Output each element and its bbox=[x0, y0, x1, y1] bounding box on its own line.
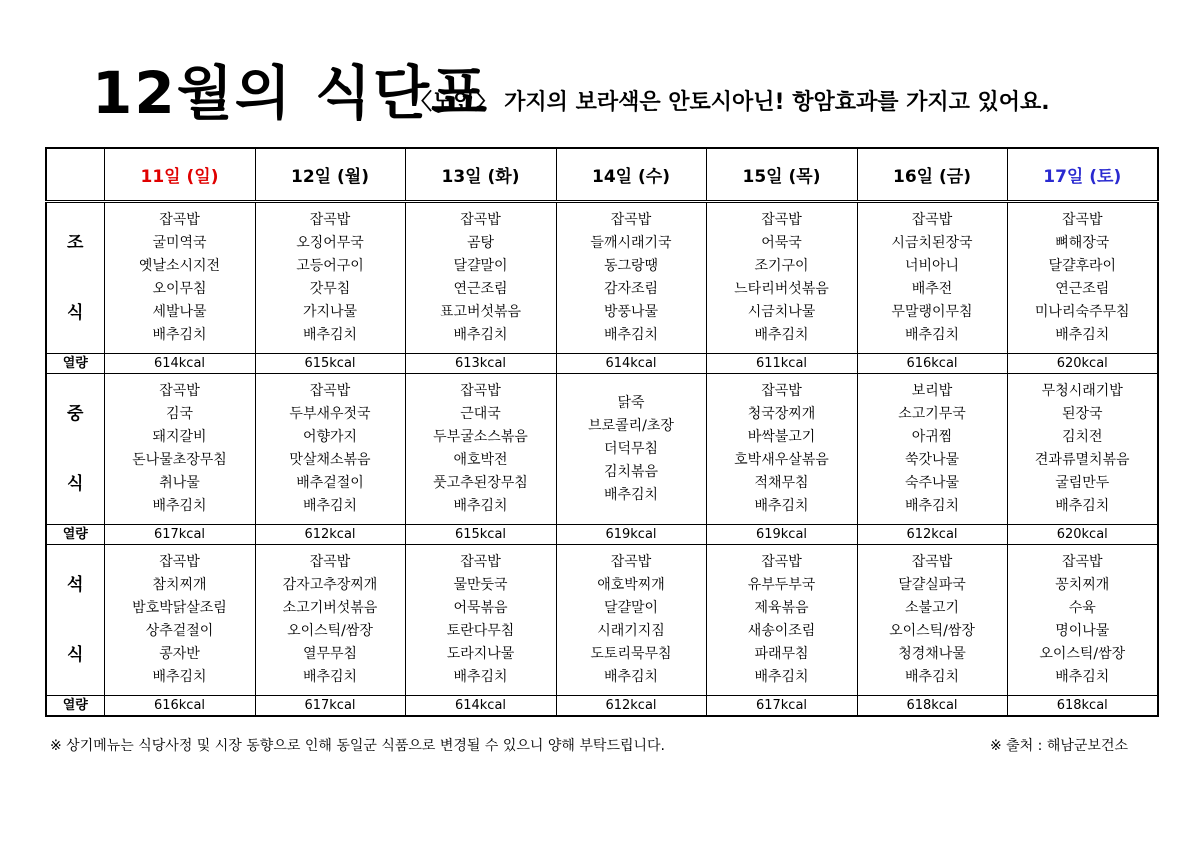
dish-item: 취나물 bbox=[159, 475, 200, 491]
dish-item: 물만둣국 bbox=[453, 577, 508, 593]
dish-item: 굴림만두 bbox=[1055, 475, 1110, 491]
dish-item: 잡곡밥 bbox=[460, 383, 501, 399]
menu-cell bbox=[556, 374, 706, 525]
dish-item: 배추김치 bbox=[1055, 498, 1110, 514]
dish-item: 된장국 bbox=[1061, 406, 1103, 422]
dish-item: 배추김치 bbox=[152, 327, 207, 343]
menu-cell bbox=[706, 374, 857, 525]
meal-label bbox=[46, 374, 104, 525]
dish-item: 꽁치찌개 bbox=[1055, 577, 1110, 593]
dish-item: 잡곡밥 bbox=[761, 554, 802, 570]
dish-item: 콩자반 bbox=[159, 646, 200, 662]
menu-cell bbox=[1007, 545, 1158, 696]
menu-cell bbox=[857, 374, 1007, 525]
kcal-value: 613kcal bbox=[405, 354, 556, 374]
menu-cell bbox=[556, 202, 706, 354]
dish-item: 잡곡밥 bbox=[911, 212, 953, 228]
day-header: 11일 (일) bbox=[104, 148, 255, 202]
dish-item: 배추김치 bbox=[152, 498, 207, 514]
dish-item: 갓무침 bbox=[309, 281, 351, 297]
kcal-value: 617kcal bbox=[104, 525, 255, 545]
dish-item: 배추김치 bbox=[453, 327, 508, 343]
day-header: 15일 (목) bbox=[706, 148, 857, 202]
dish-item: 도토리묵무침 bbox=[590, 646, 672, 662]
dish-item: 두부새우젓국 bbox=[289, 406, 371, 422]
day-header: 13일 (화) bbox=[405, 148, 556, 202]
dish-item: 견과류멸치볶음 bbox=[1034, 452, 1130, 468]
dish-item: 돼지갈비 bbox=[152, 429, 207, 445]
dish-item: 배추김치 bbox=[302, 327, 358, 343]
dish-item: 시래기지짐 bbox=[597, 623, 665, 639]
meal-label-top: 석 bbox=[67, 575, 84, 595]
dish-item: 옛날소시지전 bbox=[138, 258, 221, 274]
day-header-row bbox=[46, 148, 1158, 202]
kcal-value: 614kcal bbox=[556, 354, 706, 374]
title-row bbox=[92, 58, 1172, 128]
dish-item: 잡곡밥 bbox=[610, 554, 652, 570]
menu-cell bbox=[556, 545, 706, 696]
dish-item: 미나리숙주무침 bbox=[1034, 304, 1130, 320]
dish-item: 김국 bbox=[165, 406, 194, 422]
dish-item: 잡곡밥 bbox=[159, 212, 200, 228]
dish-item: 배추김치 bbox=[453, 669, 508, 685]
dish-item: 배추김치 bbox=[1055, 327, 1110, 343]
dish-item: 맛살채소볶음 bbox=[289, 452, 371, 468]
kcal-value: 612kcal bbox=[857, 525, 1007, 545]
dish-item: 감자고추장찌개 bbox=[282, 577, 378, 593]
dish-item: 잡곡밥 bbox=[1061, 554, 1103, 570]
meal-label-bottom: 식 bbox=[67, 474, 84, 494]
dish-item: 애호박찌개 bbox=[597, 577, 665, 593]
dish-item: 잡곡밥 bbox=[309, 383, 351, 399]
dish-item: 수육 bbox=[1068, 600, 1096, 616]
kcal-value: 614kcal bbox=[104, 354, 255, 374]
dish-item: 호박새우살볶음 bbox=[734, 452, 829, 468]
dish-item: 쑥갓나물 bbox=[904, 452, 960, 468]
day-header: 12일 (월) bbox=[255, 148, 405, 202]
kcal-value: 616kcal bbox=[857, 354, 1007, 374]
meal-label bbox=[46, 202, 104, 354]
dish-item: 소불고기 bbox=[904, 600, 960, 616]
dish-item: 동그랑땡 bbox=[603, 258, 659, 274]
dish-item: 세발나물 bbox=[152, 304, 207, 320]
meal-row bbox=[46, 374, 1158, 525]
dish-item: 풋고추된장무침 bbox=[433, 475, 528, 491]
meal-label-top: 중 bbox=[67, 404, 84, 424]
dish-item: 김치전 bbox=[1061, 429, 1103, 445]
dish-item: 배추김치 bbox=[904, 669, 960, 685]
dish-item: 방풍나물 bbox=[603, 304, 659, 320]
day-header: 16일 (금) bbox=[857, 148, 1007, 202]
kcal-value: 615kcal bbox=[255, 354, 405, 374]
page-subtitle: 〈노인〉 가지의 보라색은 안토시아닌! 항암효과를 가지고 있어요. bbox=[410, 90, 1050, 115]
kcal-value: 618kcal bbox=[857, 696, 1007, 717]
kcal-label: 열량 bbox=[46, 525, 104, 545]
dish-item: 숙주나물 bbox=[904, 475, 960, 491]
dish-item: 애호박전 bbox=[453, 452, 508, 468]
dish-item: 닭죽 bbox=[617, 394, 645, 411]
dish-item: 시금치된장국 bbox=[891, 235, 973, 251]
kcal-value: 617kcal bbox=[255, 696, 405, 717]
dish-item: 청국장찌개 bbox=[747, 406, 816, 422]
dish-item: 연근조림 bbox=[1055, 281, 1110, 297]
meal-label-bottom: 식 bbox=[67, 645, 84, 665]
dish-item: 잡곡밥 bbox=[761, 383, 802, 399]
dish-item: 상추겉절이 bbox=[145, 623, 214, 639]
kcal-label: 열량 bbox=[46, 354, 104, 374]
menu-cell bbox=[104, 202, 255, 354]
dish-item: 조기구이 bbox=[754, 258, 809, 274]
kcal-value: 614kcal bbox=[405, 696, 556, 717]
dish-item: 시금치나물 bbox=[747, 304, 816, 320]
dish-item: 오징어무국 bbox=[296, 235, 364, 251]
dish-item: 적채무침 bbox=[754, 475, 809, 491]
dish-item: 잡곡밥 bbox=[460, 212, 501, 228]
dish-item: 잡곡밥 bbox=[460, 554, 501, 570]
dish-item: 잡곡밥 bbox=[309, 212, 351, 228]
dish-item: 근대국 bbox=[460, 406, 501, 422]
corner-cell bbox=[46, 148, 104, 202]
dish-item: 잡곡밥 bbox=[1061, 212, 1103, 228]
menu-cell bbox=[255, 545, 405, 696]
footer-note: ※ 상기메뉴는 식당사정 및 시장 동향으로 인해 동일군 식품으로 변경될 수 있으니 양해 부탁드립니다. bbox=[50, 738, 665, 754]
dish-item: 곰탕 bbox=[466, 235, 495, 251]
dish-item: 보리밥 bbox=[911, 383, 953, 399]
kcal-value: 618kcal bbox=[1007, 696, 1158, 717]
dish-item: 참치찌개 bbox=[152, 577, 207, 593]
dish-item: 오이무침 bbox=[152, 281, 207, 297]
dish-item: 돈나물초장무침 bbox=[132, 452, 227, 468]
menu-cell bbox=[104, 545, 255, 696]
dish-item: 들깨시래기국 bbox=[590, 235, 672, 251]
dish-item: 브로콜리/초장 bbox=[588, 417, 674, 434]
menu-cell bbox=[255, 374, 405, 525]
dish-item: 잡곡밥 bbox=[159, 383, 200, 399]
menu-cell bbox=[857, 545, 1007, 696]
dish-item: 배추김치 bbox=[904, 498, 960, 514]
meal-row bbox=[46, 545, 1158, 696]
dish-item: 아귀찜 bbox=[911, 429, 953, 445]
dish-item: 바싹불고기 bbox=[747, 429, 816, 445]
day-header: 14일 (수) bbox=[556, 148, 706, 202]
dish-item: 열무무침 bbox=[302, 646, 358, 662]
dish-item: 제육볶음 bbox=[754, 600, 809, 616]
menu-cell bbox=[405, 545, 556, 696]
dish-item: 명이나물 bbox=[1055, 623, 1110, 639]
dish-item: 오이스틱/쌈장 bbox=[1039, 646, 1126, 662]
dish-item: 청경채나물 bbox=[898, 646, 966, 662]
meal-label-top: 조 bbox=[67, 233, 84, 253]
kcal-value: 612kcal bbox=[556, 696, 706, 717]
day-header: 17일 (토) bbox=[1007, 148, 1158, 202]
kcal-value: 619kcal bbox=[706, 525, 857, 545]
dish-item: 배추김치 bbox=[453, 498, 508, 514]
dish-item: 배추김치 bbox=[904, 327, 960, 343]
kcal-row bbox=[46, 696, 1158, 717]
dish-item: 잡곡밥 bbox=[911, 554, 953, 570]
dish-item: 배추김치 bbox=[754, 498, 809, 514]
dish-item: 배추겉절이 bbox=[296, 475, 364, 491]
dish-item: 김치볶음 bbox=[603, 463, 659, 480]
dish-item: 무청시래기밥 bbox=[1041, 383, 1123, 399]
dish-item: 어묵볶음 bbox=[453, 600, 508, 616]
meal-row bbox=[46, 202, 1158, 354]
dish-item: 배추김치 bbox=[1055, 669, 1110, 685]
dish-item: 배추김치 bbox=[603, 486, 659, 503]
dish-item: 고등어구이 bbox=[296, 258, 364, 274]
dish-item: 배추김치 bbox=[754, 669, 809, 685]
menu-cell bbox=[1007, 202, 1158, 354]
menu-cell bbox=[706, 545, 857, 696]
dish-item: 소고기무국 bbox=[898, 406, 966, 422]
kcal-value: 620kcal bbox=[1007, 525, 1158, 545]
kcal-row bbox=[46, 525, 1158, 545]
dish-item: 달걀말이 bbox=[453, 258, 508, 274]
dish-item: 소고기버섯볶음 bbox=[282, 600, 378, 616]
menu-cell bbox=[405, 202, 556, 354]
dish-item: 표고버섯볶음 bbox=[439, 304, 522, 320]
page-title: 12월의 식단표 bbox=[92, 59, 490, 127]
dish-item: 너비아니 bbox=[904, 258, 960, 274]
dish-item: 어묵국 bbox=[761, 235, 802, 251]
dish-item: 어향가지 bbox=[302, 429, 358, 445]
dish-item: 오이스틱/쌈장 bbox=[287, 623, 373, 639]
dish-item: 잡곡밥 bbox=[309, 554, 351, 570]
kcal-value: 620kcal bbox=[1007, 354, 1158, 374]
dish-item: 가지나물 bbox=[302, 304, 358, 320]
menu-cell bbox=[405, 374, 556, 525]
kcal-value: 612kcal bbox=[255, 525, 405, 545]
dish-item: 뼈해장국 bbox=[1055, 235, 1110, 251]
dish-item: 유부두부국 bbox=[747, 577, 816, 593]
dish-item: 잡곡밥 bbox=[159, 554, 200, 570]
dish-item: 밤호박닭살조림 bbox=[132, 600, 227, 616]
dish-item: 연근조림 bbox=[453, 281, 508, 297]
kcal-value: 616kcal bbox=[104, 696, 255, 717]
dish-item: 오이스틱/쌈장 bbox=[889, 623, 975, 639]
dish-item: 배추김치 bbox=[302, 498, 358, 514]
dish-item: 배추전 bbox=[911, 281, 953, 297]
dish-item: 배추김치 bbox=[754, 327, 809, 343]
menu-table bbox=[45, 147, 1159, 717]
dish-item: 도라지나물 bbox=[446, 646, 515, 662]
menu-cell bbox=[1007, 374, 1158, 525]
dish-item: 배추김치 bbox=[302, 669, 358, 685]
dish-item: 무말랭이무침 bbox=[891, 304, 973, 320]
menu-cell bbox=[104, 374, 255, 525]
meal-label bbox=[46, 545, 104, 696]
dish-item: 잡곡밥 bbox=[761, 212, 802, 228]
dish-item: 달걀실파국 bbox=[898, 577, 966, 593]
dish-item: 토란다무침 bbox=[446, 623, 515, 639]
dish-item: 배추김치 bbox=[603, 669, 659, 685]
kcal-value: 615kcal bbox=[405, 525, 556, 545]
dish-item: 파래무침 bbox=[754, 646, 809, 662]
dish-item: 배추김치 bbox=[603, 327, 659, 343]
dish-item: 느타리버섯볶음 bbox=[734, 281, 829, 297]
kcal-label: 열량 bbox=[46, 696, 104, 717]
dish-item: 굴미역국 bbox=[152, 235, 207, 251]
menu-cell bbox=[255, 202, 405, 354]
kcal-value: 619kcal bbox=[556, 525, 706, 545]
dish-item: 더덕무침 bbox=[603, 440, 659, 457]
dish-item: 잡곡밥 bbox=[610, 212, 652, 228]
kcal-value: 611kcal bbox=[706, 354, 857, 374]
dish-item: 배추김치 bbox=[152, 669, 207, 685]
footer-source: ※ 출처 : 해남군보건소 bbox=[990, 738, 1128, 754]
meal-label-bottom: 식 bbox=[67, 303, 84, 323]
dish-item: 새송이조림 bbox=[747, 623, 816, 639]
kcal-value: 617kcal bbox=[706, 696, 857, 717]
dish-item: 감자조림 bbox=[603, 281, 659, 297]
dish-item: 달걀후라이 bbox=[1048, 258, 1117, 274]
dish-item: 두부굴소스볶음 bbox=[433, 429, 528, 445]
menu-cell bbox=[857, 202, 1007, 354]
kcal-row bbox=[46, 354, 1158, 374]
dish-item: 달걀말이 bbox=[603, 600, 659, 616]
menu-cell bbox=[706, 202, 857, 354]
